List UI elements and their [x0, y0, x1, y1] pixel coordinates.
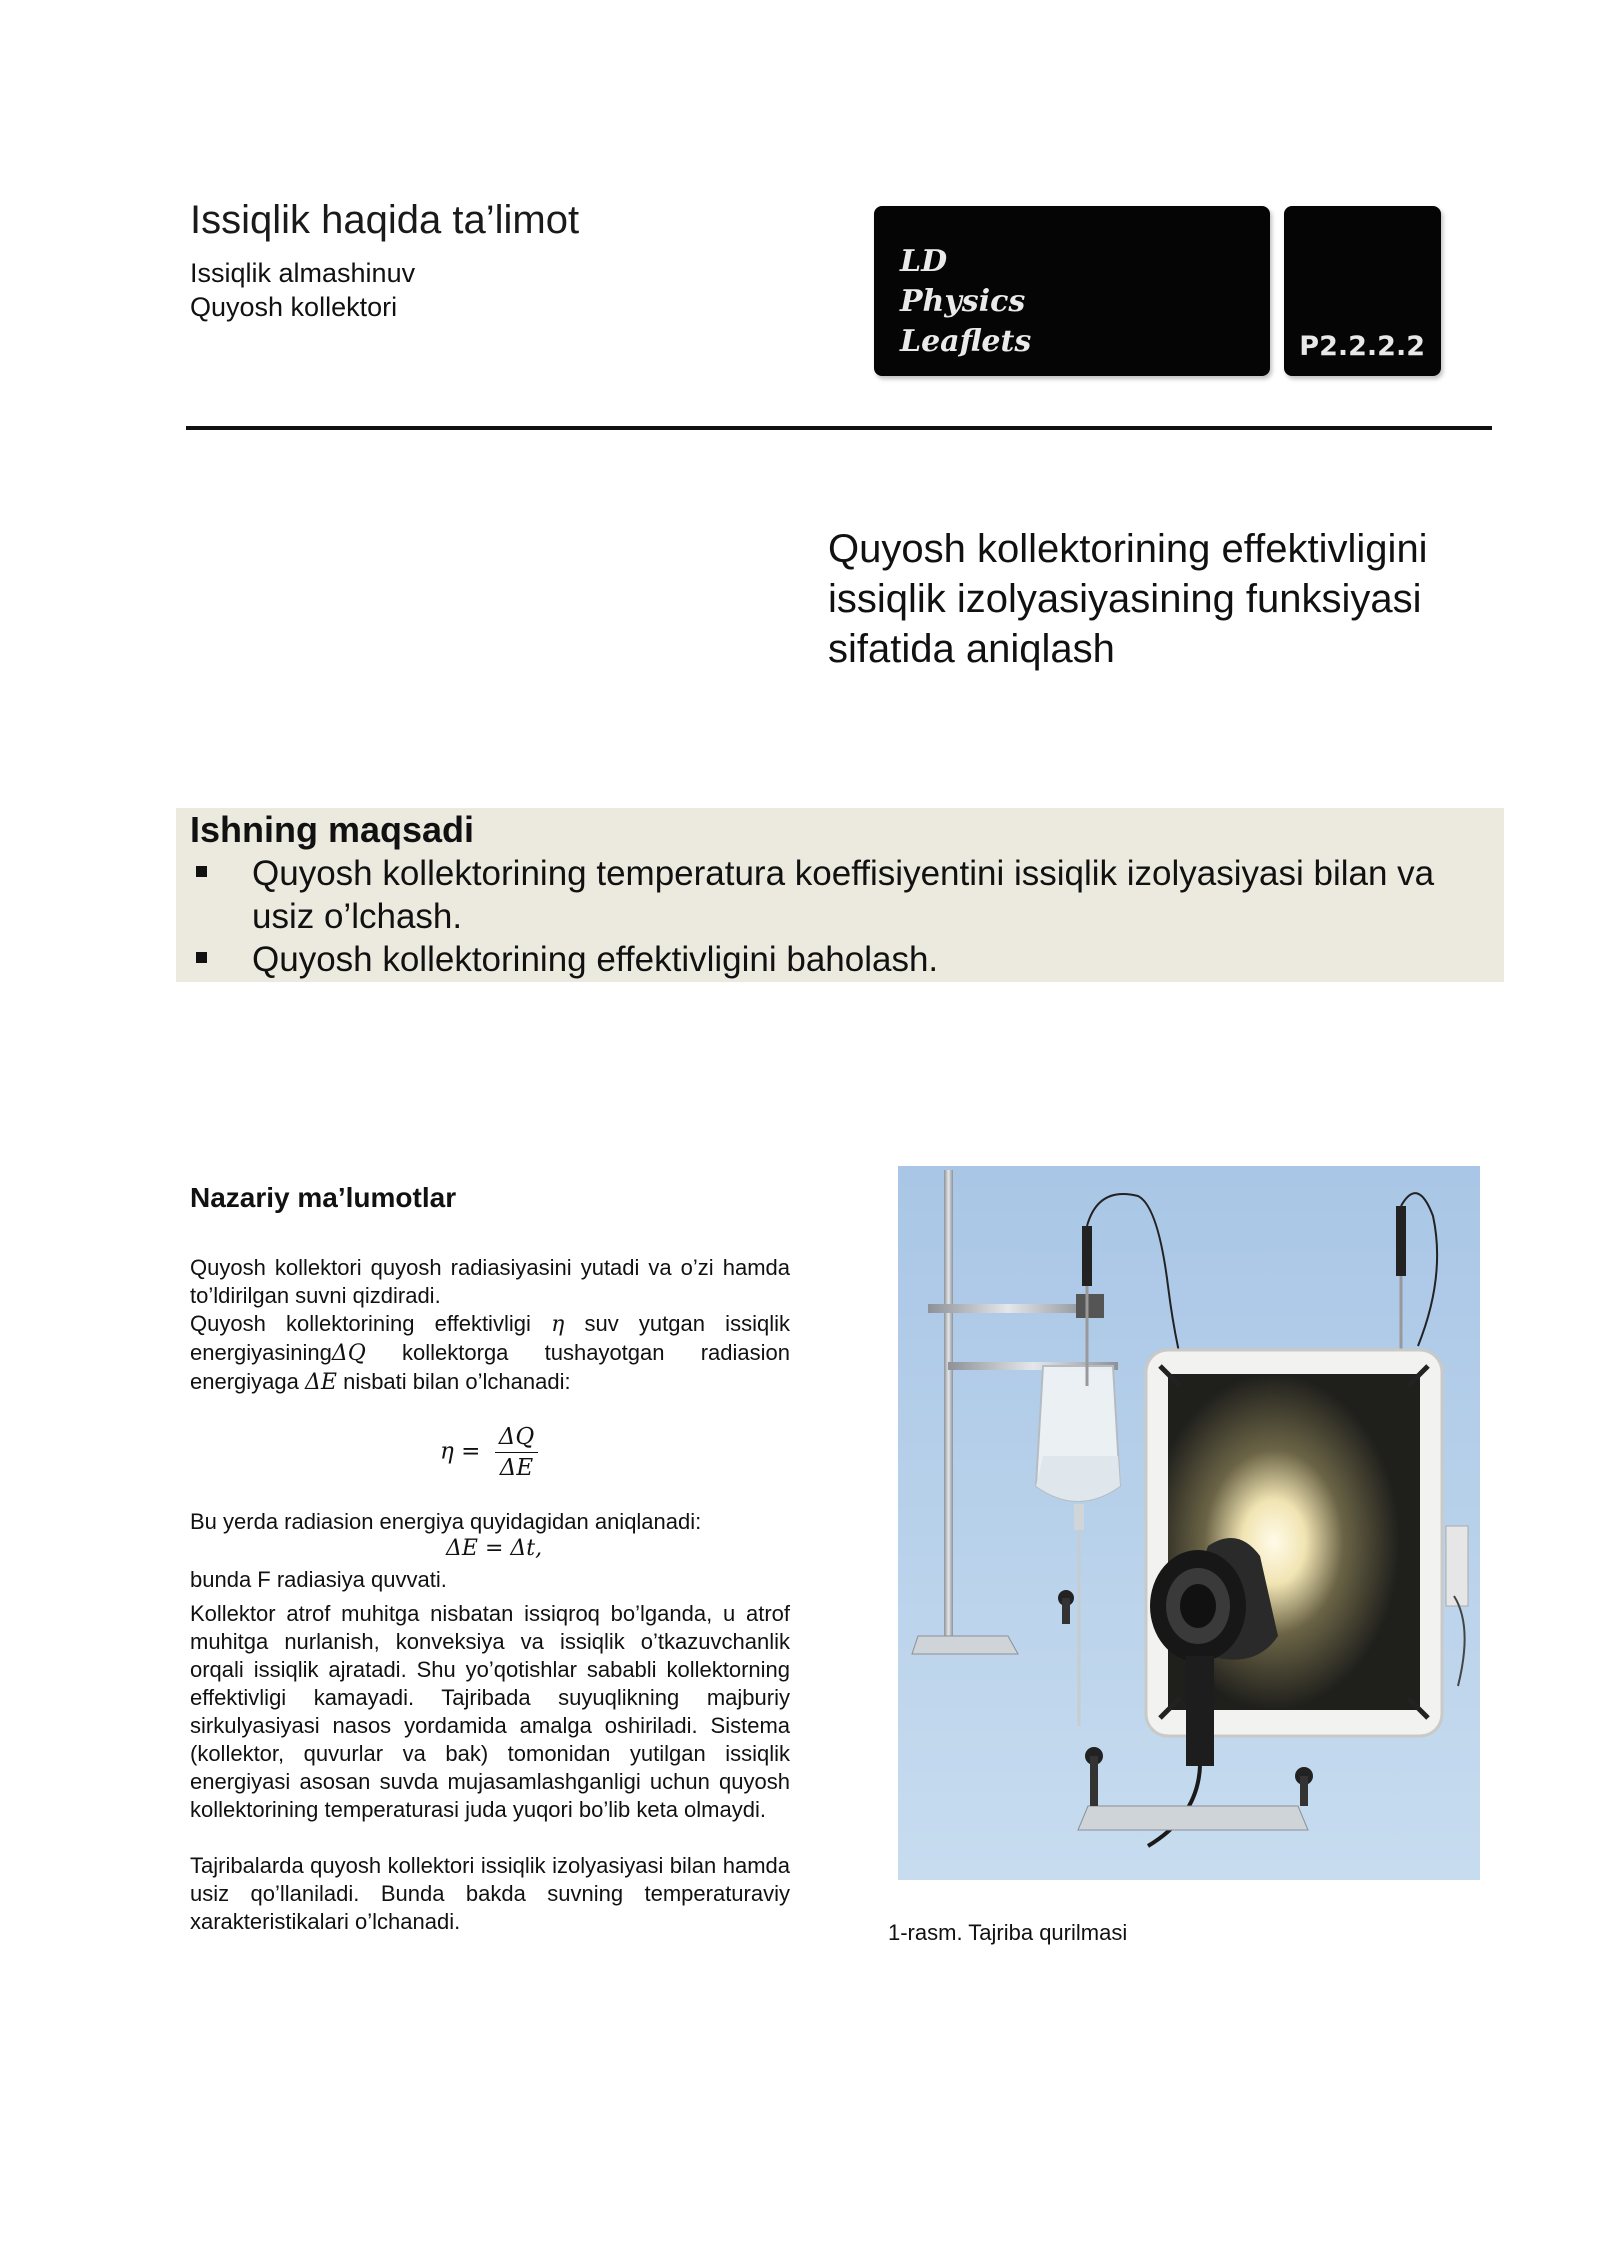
formula-denominator: ΔE [499, 1455, 534, 1481]
formula-fraction [495, 1422, 538, 1483]
leaflet-code-box [1284, 206, 1441, 376]
ld-physics-leaflets-logo [874, 206, 1270, 376]
section-title: Issiqlik haqida ta’limot [190, 198, 580, 242]
text-run: kollektorga tushayotgan radiasion energiyaga [190, 1340, 790, 1394]
subsection-title: Issiqlik almashinuv [190, 258, 416, 288]
bullet-icon [196, 866, 207, 877]
delta-q-symbol: ΔQ [331, 1341, 366, 1366]
objective-text: Quyosh kollektorining temperatura koeffisiyentini issiqlik izolyasiyasi bilan va usiz o’lchash. [252, 854, 1435, 936]
text-run: nisbati bilan o’lchanadi: [343, 1369, 571, 1394]
text-run: suv yutgan issiqlik energiyasining [190, 1311, 790, 1365]
objective-item [190, 938, 1490, 981]
bullet-icon [196, 952, 207, 963]
efficiency-formula [440, 1422, 538, 1483]
delta-e-symbol: ΔE [305, 1370, 337, 1395]
formula-lhs: η = [440, 1438, 481, 1465]
theory-paragraph-4: bunda F radiasiya quvvati. [190, 1567, 447, 1592]
objectives-box [176, 808, 1504, 982]
experiment-title: Quyosh kollektorining effektivligini issiqlik izolyasiyasining funksiyasi sifatida aniqlash [828, 527, 1428, 671]
theory-paragraph-5: Kollektor atrof muhitga nisbatan issiqroq bo’lganda, u atrof muhitga nurlanish, konveksiya va issiqlik o’tkazuvchanlik orqali issiqlik ajratadi. Shu yo’qotishlar sababli kollektorning effektivligi kamayadi. Tajribada suyuqlikning majburiy sirkulyasiyasi nasos yordamida amalga oshiriladi. Sistema (kollektor, quvurlar va bak) tomonidan yutilgan issiqlik energiyasi asosan suvda mujasamlashganligi uchun quyosh kollektorining temperaturasi juda yuqori bo’lib keta olmaydi. [190, 1601, 790, 1822]
objectives-heading: Ishning maqsadi [190, 809, 475, 850]
logo-word-physics: Physics [900, 284, 1026, 319]
theory-heading: Nazariy ma’lumotlar [190, 1182, 457, 1213]
logo-word-ld: LD [900, 244, 948, 279]
header-divider [186, 426, 1492, 430]
logo-word-leaflets: Leaflets [900, 324, 1032, 359]
eta-symbol: η [551, 1312, 565, 1337]
experiment-setup-photo [898, 1166, 1480, 1880]
figure-caption: 1-rasm. Tajriba qurilmasi [888, 1920, 1128, 1945]
text-run: Quyosh kollektorining effektivligi [190, 1311, 531, 1336]
radiation-energy-formula: ΔE = Δt, [446, 1536, 543, 1561]
theory-paragraph-2 [190, 1310, 790, 1397]
formula-numerator: ΔQ [495, 1422, 538, 1453]
leaflet-code: P2.2.2.2 [1299, 331, 1425, 362]
objective-text: Quyosh kollektorining effektivligini baholash. [252, 940, 939, 979]
theory-paragraph-1: Quyosh kollektori quyosh radiasiyasini yutadi va o’zi hamda to’ldirilgan suvni qizdiradi. [190, 1255, 790, 1308]
theory-paragraph-3: Bu yerda radiasion energiya quyidagidan aniqlanadi: [190, 1509, 702, 1534]
topic-title: Quyosh kollektori [190, 292, 398, 322]
objective-item [190, 852, 1490, 938]
theory-paragraph-6: Tajribalarda quyosh kollektori issiqlik izolyasiyasi bilan hamda usiz qo’llaniladi. Bunda bakda suvning temperaturaviy xarakteristikalari o’lchanadi. [190, 1853, 790, 1934]
